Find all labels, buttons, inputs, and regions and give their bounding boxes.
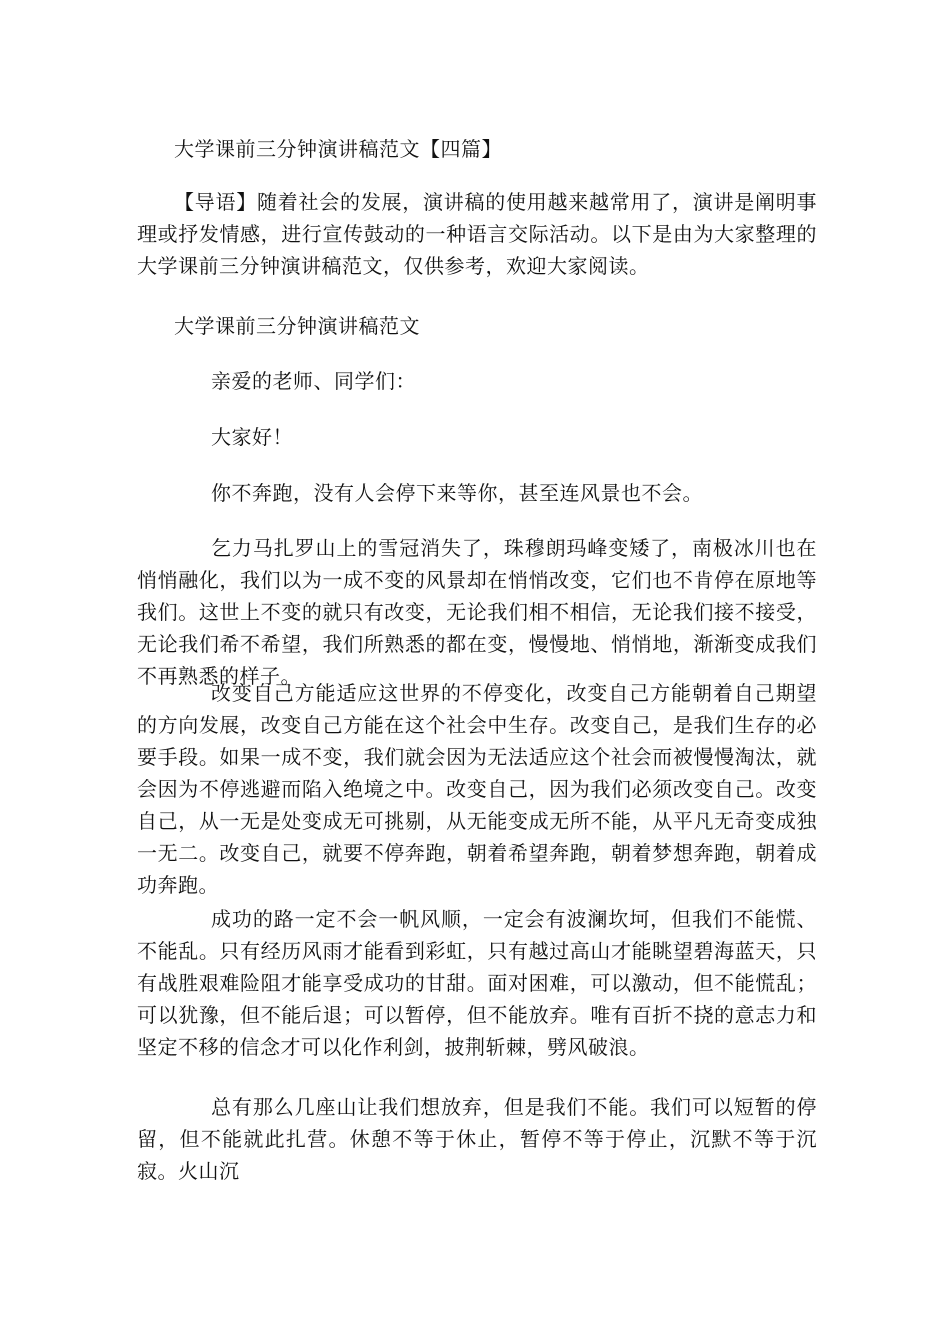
body-paragraph: 改变自己方能适应这世界的不停变化，改变自己方能朝着自己期望的方向发展，改变自己方能在这个社会中生存。改变自己，是我们生存的必要手段。如果一成不变，我们就会因为无法适应这个社会而被慢慢淘汰，就会因为不停逃避而陷入绝境之中。改变自己，因为我们必须改变自己。改变自己，从一无是处变成无可挑剔，从无能变成无所不能，从平凡无奇变成独一无二。改变自己，就要不停奔跑，朝着希望奔跑，朝着梦想奔跑，朝着成功奔跑。 bbox=[137, 681, 817, 897]
body-paragraph: 成功的路一定不会一帆风顺，一定会有波澜坎坷，但我们不能慌、不能乱。只有经历风雨才能看到彩虹，只有越过高山才能眺望碧海蓝天，只有战胜艰难险阻才能享受成功的甘甜。面对困难，可以激动，但不能慌乱；可以犹豫，但不能后退；可以暂停，但不能放弃。唯有百折不挠的意志力和坚定不移的信念才可以化作利剑，披荆斩棘，劈风破浪。 bbox=[137, 907, 817, 1059]
section-title: 大学课前三分钟演讲稿范文 bbox=[174, 314, 420, 338]
body-paragraph: 你不奔跑，没有人会停下来等你，甚至连风景也不会。 bbox=[211, 481, 703, 505]
intro-paragraph: 【导语】随着社会的发展，演讲稿的使用越来越常用了，演讲是阐明事理或抒发情感，进行宣传鼓动的一种语言交际活动。以下是由为大家整理的大学课前三分钟演讲稿范文，仅供参考，欢迎大家阅读。 bbox=[137, 190, 817, 278]
document-title: 大学课前三分钟演讲稿范文【四篇】 bbox=[174, 137, 502, 161]
body-paragraph: 乞力马扎罗山上的雪冠消失了，珠穆朗玛峰变矮了，南极冰川也在悄悄融化，我们以为一成不变的风景却在悄悄改变，它们也不肯停在原地等我们。这世上不变的就只有改变，无论我们相不相信，无论我们接不接受，无论我们希不希望，我们所熟悉的都在变，慢慢地、悄悄地，渐渐变成我们不再熟悉的样子。 bbox=[137, 536, 817, 688]
greeting: 大家好！ bbox=[211, 425, 293, 449]
body-paragraph: 总有那么几座山让我们想放弃，但是我们不能。我们可以短暂的停留，但不能就此扎营。休憩不等于休止，暂停不等于停止，沉默不等于沉寂。火山沉 bbox=[137, 1095, 817, 1183]
salutation: 亲爱的老师、同学们： bbox=[211, 369, 416, 393]
